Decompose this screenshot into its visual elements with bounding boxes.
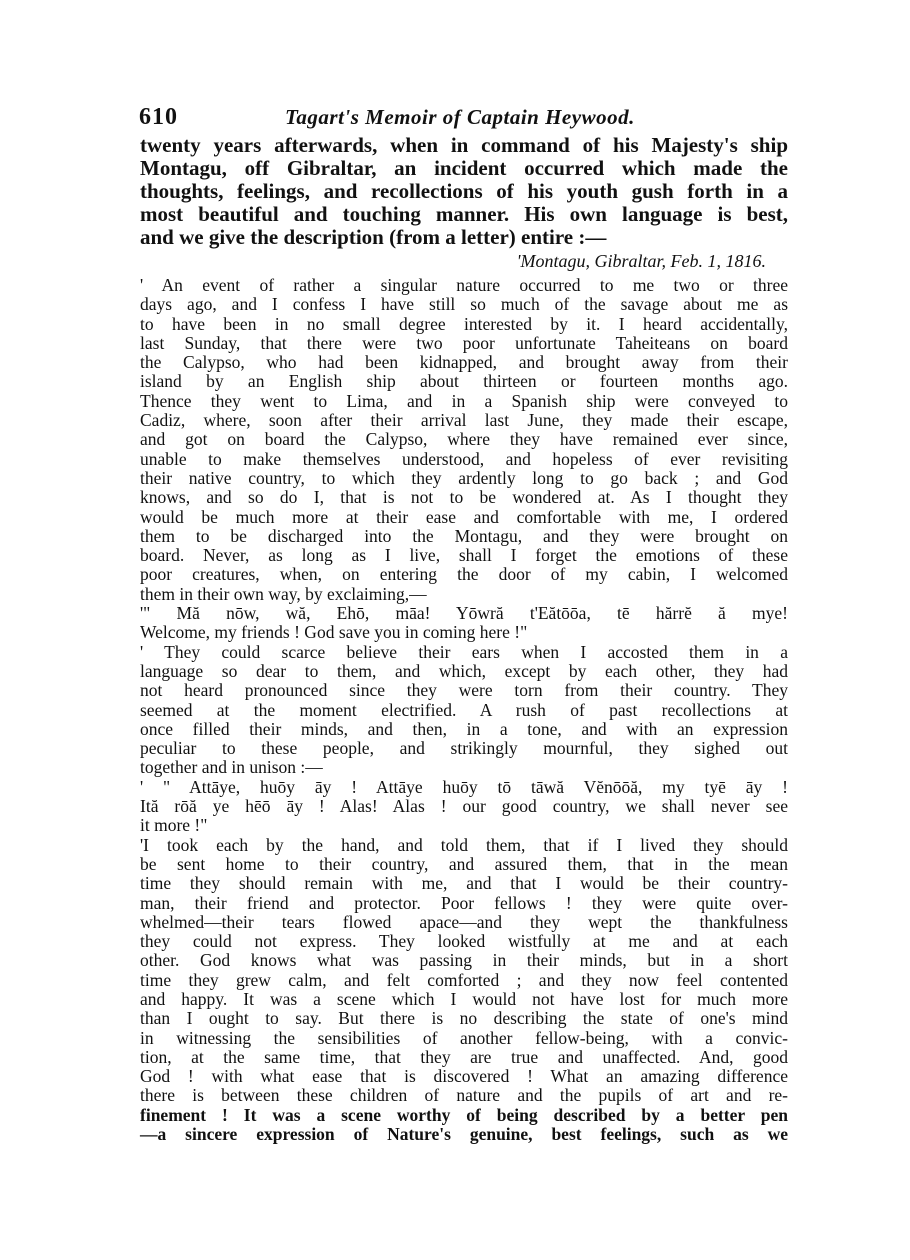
letter-line: they could not express. They looked wistfully at me and at each — [140, 931, 788, 952]
letter-line: '" Mă nōw, wă, Ehō, māa! Yōwră t'Eătōōa, tē hărrĕ ă mye! — [140, 603, 788, 624]
letter-line: it more !" — [140, 815, 208, 836]
letter-line: other. God knows what was passing in their minds, but in a short — [140, 950, 788, 971]
letter-line: not heard pronounced since they were torn from their country. They — [140, 680, 788, 701]
letter-line: knows, and so do I, that is not to be wondered at. As I thought they — [140, 487, 788, 508]
letter-line: whelmed—their tears flowed apace—and they wept the thankfulness — [140, 911, 788, 932]
letter-line: ' They could scarce believe their ears when I accosted them in a — [140, 641, 788, 662]
letter-line: ' An event of rather a singular nature occurred to me two or three — [140, 275, 788, 295]
letter-line: island by an English ship about thirteen or fourteen months ago. — [140, 371, 788, 392]
letter-line: Ită rōă ye hēō āy ! Alas! Alas ! our good country, we shall never see — [140, 796, 788, 817]
letter-line: board. Never, as long as I live, shall I forget the emotions of these — [140, 545, 788, 566]
intro-line: and we give the description (from a letter) entire :— — [140, 225, 607, 249]
letter-line: in witnessing the sensibilities of another fellow-being, with a convic- — [140, 1027, 788, 1048]
letter-dateline: 'Montagu, Gibraltar, Feb. 1, 1816. — [516, 251, 766, 271]
letter-line: Welcome, my friends ! God save you in coming here !" — [140, 622, 528, 643]
letter-line: time they should remain with me, and that I would be their country- — [140, 873, 788, 894]
letter-line: their native country, to which they ardently long to go back ; and God — [140, 467, 788, 488]
intro-line: Montagu, off Gibraltar, an incident occurred which made the — [140, 156, 788, 180]
letter-line: and happy. It was a scene which I would not have lost for much more — [140, 988, 788, 1009]
letter-line: to have been in no small degree interested by it. I heard accidentally, — [140, 313, 788, 334]
letter-line: language so dear to them, and which, except by each other, they had — [140, 660, 788, 681]
letter-line: and got on board the Calypso, where they have remained ever since, — [140, 429, 788, 450]
letter-line: would be much more at their ease and comfortable with me, I ordered — [140, 506, 788, 527]
letter-line: seemed at the moment electrified. A rush of past recollections at — [140, 699, 788, 720]
letter-line: Thence they went to Lima, and in a Spanish ship were conveyed to — [140, 390, 788, 411]
running-head — [139, 104, 799, 136]
letter-line: time they grew calm, and felt comforted ; and they now feel contented — [140, 969, 788, 990]
letter-line: once filled their minds, and then, in a tone, and with an expression — [140, 718, 788, 739]
page-number: 610 — [139, 104, 178, 130]
intro-paragraph — [140, 134, 788, 249]
letter-line: than I ought to say. But there is no describing the state of one's mind — [140, 1008, 788, 1029]
letter-line: there is between these children of nature and the pupils of art and re- — [140, 1085, 788, 1106]
letter-line: Cadiz, where, soon after their arrival last June, they made their escape, — [140, 410, 788, 431]
letter-line: together and in unison :— — [140, 757, 323, 778]
intro-line: most beautiful and touching manner. His own language is best, — [140, 202, 788, 226]
letter-line: ' " Attāye, huōy āy ! Attāye huōy tō tāwă Vĕnōōă, my tyē āy ! — [140, 776, 788, 797]
letter-line: poor creatures, when, on entering the door of my cabin, I welcomed — [140, 564, 788, 585]
intro-line: twenty years afterwards, when in command of his Majesty's ship — [140, 133, 788, 157]
letter-line: the Calypso, who had been kidnapped, and brought away from their — [140, 352, 788, 373]
letter-line: last Sunday, that there were two poor unfortunate Taheiteans on board — [140, 332, 788, 353]
body-text — [140, 134, 788, 1144]
letter-line: tion, at the same time, that they are true and unaffected. And, good — [140, 1046, 788, 1067]
letter-line: God ! with what ease that is discovered ! What an amazing difference — [140, 1066, 788, 1087]
running-title: Tagart's Memoir of Captain Heywood. — [285, 105, 635, 129]
letter-line: them to be discharged into the Montagu, and they were brought on — [140, 525, 788, 546]
intro-line: thoughts, feelings, and recollections of his youth gush forth in a — [140, 179, 788, 203]
letter-line: days ago, and I confess I have still so much of the savage about me as — [140, 294, 788, 315]
letter-line: 'I took each by the hand, and told them, that if I lived they should — [140, 834, 788, 855]
letter-line: be sent home to their country, and assured them, that in the mean — [140, 853, 788, 874]
letter-text — [140, 276, 788, 1144]
letter-line: them in their own way, by exclaiming,— — [140, 583, 427, 604]
letter-line: peculiar to these people, and strikingly mournful, they sighed out — [140, 738, 788, 759]
letter-line: man, their friend and protector. Poor fellows ! they were quite over- — [140, 892, 788, 913]
letter-line: finement ! It was a scene worthy of being described by a better pen — [140, 1104, 788, 1125]
letter-line: —a sincere expression of Nature's genuine, best feelings, such as we — [140, 1124, 788, 1145]
letter-line: unable to make themselves understood, and hopeless of ever revisiting — [140, 448, 788, 469]
